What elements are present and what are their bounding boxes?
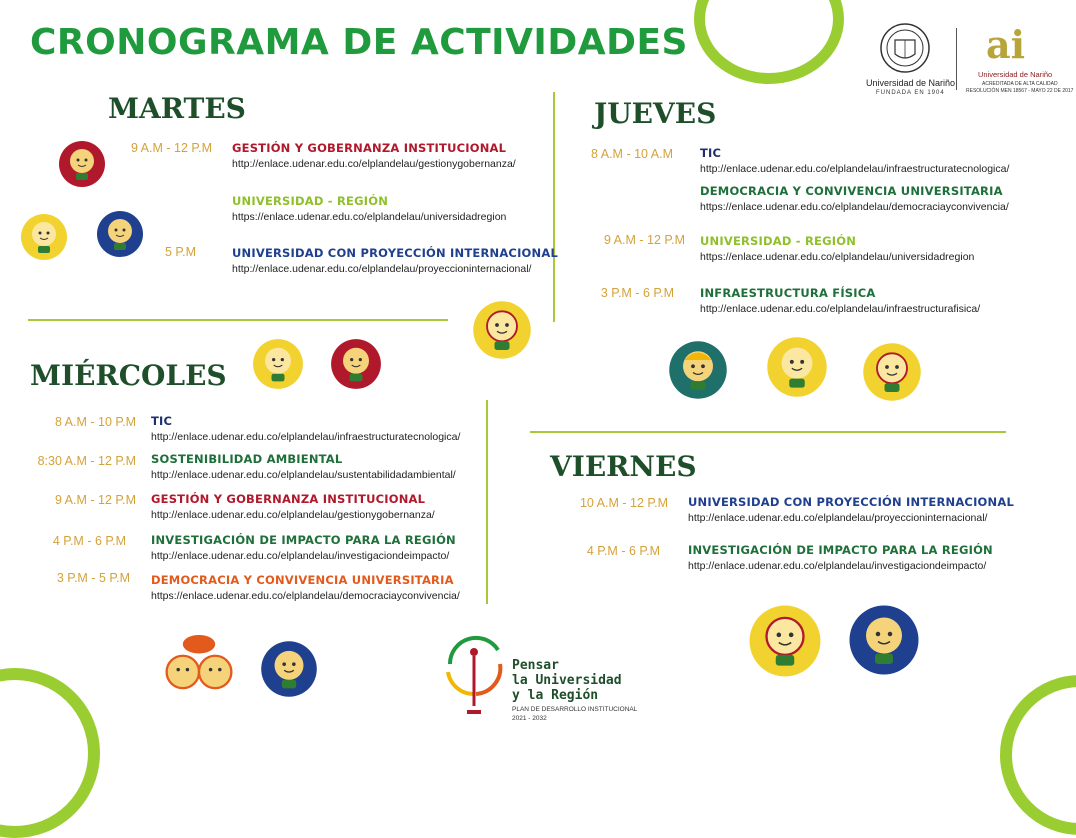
time-label: 8:30 A.M - 12 P.M bbox=[37, 454, 136, 468]
day-title-miercoles: MIÉRCOLES bbox=[30, 359, 227, 392]
event-heading: UNIVERSIDAD CON PROYECCIÓN INTERNACIONAL bbox=[688, 495, 1014, 509]
time-label: 9 A.M - 12 P.M bbox=[130, 141, 212, 155]
event-item bbox=[151, 414, 460, 443]
mascot-bulb-icon bbox=[748, 604, 822, 678]
time-label: 3 P.M - 6 P.M bbox=[600, 286, 674, 300]
mascot-bulb-icon bbox=[668, 340, 728, 400]
mascot-bulb-icon bbox=[766, 336, 828, 398]
decorative-ring-bottom-left bbox=[0, 668, 100, 838]
event-link[interactable]: http://enlace.udenar.edu.co/elplandelau/proyeccioninternacional/ bbox=[232, 263, 532, 275]
event-heading: SOSTENIBILIDAD AMBIENTAL bbox=[151, 452, 343, 466]
event-item bbox=[688, 495, 1014, 524]
event-heading: GESTIÓN Y GOBERNANZA INSTITUCIONAL bbox=[151, 492, 426, 506]
day-title-martes: MARTES bbox=[108, 92, 246, 125]
event-heading: INVESTIGACIÓN DE IMPACTO PARA LA REGIÓN bbox=[688, 543, 993, 557]
event-item bbox=[232, 194, 506, 223]
page-title: CRONOGRAMA DE ACTIVIDADES bbox=[30, 22, 688, 63]
plan-logo-sub1: PLAN DE DESARROLLO INSTITUCIONAL bbox=[512, 706, 638, 713]
time-label: 10 A.M - 12 P.M bbox=[579, 496, 668, 510]
event-item bbox=[151, 573, 460, 602]
event-item bbox=[232, 246, 558, 275]
time-label: 4 P.M - 6 P.M bbox=[586, 544, 660, 558]
mascot-bulb-icon bbox=[472, 300, 532, 360]
mascot-bulb-icon bbox=[848, 604, 920, 676]
divider-vertical-bottom bbox=[486, 400, 488, 604]
event-heading: UNIVERSIDAD - REGIÓN bbox=[700, 234, 857, 248]
event-link[interactable]: http://enlace.udenar.edu.co/elplandelau/sustentabilidadambiental/ bbox=[151, 469, 456, 481]
divider-vertical-top bbox=[553, 92, 555, 322]
event-link[interactable]: http://enlace.udenar.edu.co/elplandelau/infraestructuratecnologica/ bbox=[700, 163, 1010, 175]
event-link[interactable]: http://enlace.udenar.edu.co/elplandelau/infraestructuratecnologica/ bbox=[151, 431, 461, 443]
plan-logo-sub2: 2021 - 2032 bbox=[512, 715, 547, 722]
mascot-bulb-icon bbox=[330, 338, 382, 390]
accreditation-logo bbox=[964, 22, 1074, 98]
day-title-jueves: JUEVES bbox=[594, 97, 717, 130]
event-link[interactable]: http://enlace.udenar.edu.co/elplandelau/investigaciondeimpacto/ bbox=[688, 560, 987, 572]
event-heading: INVESTIGACIÓN DE IMPACTO PARA LA REGIÓN bbox=[151, 533, 456, 547]
event-link[interactable]: https://enlace.udenar.edu.co/elplandelau/universidadregion bbox=[700, 251, 975, 263]
event-link[interactable]: https://enlace.udenar.edu.co/elplandelau/democraciayconvivencia/ bbox=[700, 201, 1009, 213]
event-item bbox=[700, 146, 1009, 175]
logo-separator bbox=[956, 28, 957, 90]
plan-logo bbox=[440, 624, 640, 724]
event-link[interactable]: http://enlace.udenar.edu.co/elplandelau/gestionygobernanza/ bbox=[151, 509, 435, 521]
time-label: 9 A.M - 12 P.M bbox=[54, 493, 136, 507]
event-link[interactable]: http://enlace.udenar.edu.co/elplandelau/gestionygobernanza/ bbox=[232, 158, 516, 170]
udenar-logo bbox=[862, 20, 956, 100]
event-link[interactable]: http://enlace.udenar.edu.co/elplandelau/investigaciondeimpacto/ bbox=[151, 550, 450, 562]
decorative-ring-top bbox=[694, 0, 844, 84]
event-link[interactable]: http://enlace.udenar.edu.co/elplandelau/infraestructurafisica/ bbox=[700, 303, 981, 315]
mascot-bulb-icon bbox=[162, 632, 236, 698]
time-label: 8 A.M - 10 P.M bbox=[54, 415, 136, 429]
accreditation-line2: RESOLUCIÓN MEN 18567 - MAYO 22 DE 2017 bbox=[966, 88, 1074, 94]
event-item bbox=[151, 492, 435, 521]
mascot-bulb-icon bbox=[96, 210, 144, 258]
event-link[interactable]: http://enlace.udenar.edu.co/elplandelau/proyeccioninternacional/ bbox=[688, 512, 988, 524]
event-item bbox=[700, 286, 980, 315]
mascot-bulb-icon bbox=[252, 338, 304, 390]
accreditation-mark: ai bbox=[986, 22, 1026, 67]
accreditation-logo-name: Universidad de Nariño bbox=[978, 70, 1053, 79]
mascot-bulb-icon bbox=[58, 140, 106, 188]
plan-logo-line1: Pensar bbox=[512, 658, 559, 673]
time-label: 5 P.M bbox=[164, 245, 196, 259]
event-heading: DEMOCRACIA Y CONVIVENCIA UNIVERSITARIA bbox=[151, 573, 454, 587]
event-heading: UNIVERSIDAD - REGIÓN bbox=[232, 194, 389, 208]
event-heading: TIC bbox=[151, 414, 173, 428]
day-title-viernes: VIERNES bbox=[550, 450, 697, 483]
event-heading: UNIVERSIDAD CON PROYECCIÓN INTERNACIONAL bbox=[232, 246, 558, 260]
event-item bbox=[232, 141, 516, 170]
time-label: 8 A.M - 10 A.M bbox=[591, 147, 673, 161]
mascot-bulb-icon bbox=[862, 342, 922, 402]
udenar-logo-sub: FUNDADA EN 1904 bbox=[876, 90, 945, 96]
decorative-ring-bottom-right bbox=[1000, 675, 1076, 835]
event-link[interactable]: https://enlace.udenar.edu.co/elplandelau/universidadregion bbox=[232, 211, 507, 223]
time-label: 3 P.M - 5 P.M bbox=[56, 571, 130, 585]
event-item bbox=[151, 452, 456, 481]
event-item bbox=[700, 184, 1009, 213]
plan-logo-line2: la Universidad bbox=[512, 673, 622, 688]
divider-horizontal-left bbox=[28, 319, 448, 321]
event-heading: GESTIÓN Y GOBERNANZA INSTITUCIONAL bbox=[232, 141, 507, 155]
plan-logo-icon bbox=[440, 624, 508, 722]
divider-horizontal-right bbox=[530, 431, 1006, 433]
udenar-logo-name: Universidad de Nariño bbox=[866, 78, 956, 88]
mascot-bulb-icon bbox=[20, 213, 68, 261]
udenar-seal-icon bbox=[862, 20, 948, 78]
event-heading: DEMOCRACIA Y CONVIVENCIA UNIVERSITARIA bbox=[700, 184, 1003, 198]
time-label: 9 A.M - 12 P.M bbox=[603, 233, 685, 247]
event-link[interactable]: https://enlace.udenar.edu.co/elplandelau/democraciayconvivencia/ bbox=[151, 590, 460, 602]
event-item bbox=[151, 533, 456, 562]
time-label: 4 P.M - 6 P.M bbox=[52, 534, 126, 548]
mascot-bulb-icon bbox=[260, 640, 318, 698]
event-heading: TIC bbox=[700, 146, 722, 160]
accreditation-line1: ACREDITADA DE ALTA CALIDAD bbox=[982, 81, 1058, 87]
event-heading: INFRAESTRUCTURA FÍSICA bbox=[700, 286, 876, 300]
event-item bbox=[700, 234, 974, 263]
event-item bbox=[688, 543, 993, 572]
plan-logo-line3: y la Región bbox=[512, 688, 599, 703]
